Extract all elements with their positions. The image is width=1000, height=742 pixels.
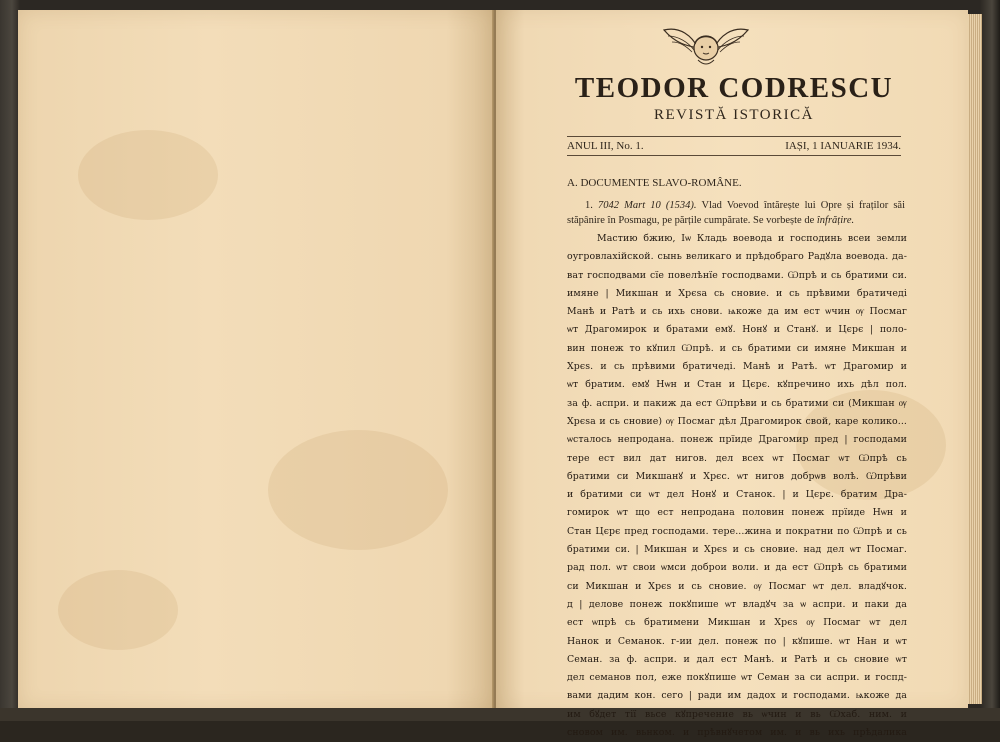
text-line: братими си Микшанꙋ и Хрєс. ѡт нигов добрѡв волѣ. Ѡпрѣви bbox=[567, 470, 907, 482]
journal-subtitle: REVISTĂ ISTORICĂ bbox=[654, 107, 814, 123]
text-line: имяне | Микшан и Хрєѕа сь сновие. и сь прѣвими братичеді bbox=[567, 287, 907, 299]
section-heading: A. DOCUMENTE SLAVO-ROMÂNE. bbox=[567, 177, 742, 189]
text-line: Нанок и Семанок. г-ии дел. понеж по | кꙋпише. ѡт Нан и ѡт bbox=[567, 635, 907, 647]
page-edges bbox=[968, 14, 982, 704]
issue-number: ANUL III, No. 1. bbox=[567, 140, 644, 152]
text-line: Хрєѕ. и сь прѣвими братичеді. Манѣ и Ратѣ. ѡт Драгомир и bbox=[567, 361, 907, 373]
text-line: вами дадим кон. сего | ради им дадох и господами. ѩкоже да bbox=[567, 690, 907, 702]
text-line: дел семанов пол, еже покꙋпише ѡт Семан за си аспри. и госпд- bbox=[567, 672, 907, 684]
journal-title: TEODOR CODRESCU bbox=[574, 72, 894, 104]
text-line: ест ѡпрѣ сь братимени Микшан и Хрєѕ ѹ Посмаг ѡт дел bbox=[567, 617, 907, 629]
text-line: вин понеж то кꙋпил Ѡпрѣ. и сь братими си имяне Микшан и bbox=[567, 342, 907, 354]
document-summary-text: Vlad Voevod întărește lui Opre și fraților săi stăpânire în Posmagu, pe părțile cumpărate. Se vorbește de bbox=[567, 200, 906, 226]
text-line: братими си. | Микшан и Хрєѕ и сь сновие. над дел ѡт Посмаг. bbox=[567, 544, 907, 556]
text-line: ѡт Драгомирок и братами емꙋ. Нонꙋ и Станꙋ. и Цєрє | поло- bbox=[567, 324, 907, 336]
text-line: и братими си ѡт дел Нонꙋ и Станок. | и Цєрє. братим Дра- bbox=[567, 489, 907, 501]
text-line: Семан. за ф. аспри. и дал ест Манѣ. и Ратѣ и сь сновие ѡт bbox=[567, 653, 907, 665]
document-date: 7042 Mart 10 (1534). bbox=[598, 200, 697, 211]
text-line: Стан Цєрє пред господами. тере...жина и пократни по Ѡпрѣ и сь bbox=[567, 525, 907, 537]
header-rule-bottom bbox=[567, 155, 901, 156]
text-line: сновом им. вьнком. и прѣвнꙋчетом им. и вь ихь прѣдалика bbox=[567, 727, 907, 739]
document-summary bbox=[567, 198, 905, 228]
issue-line bbox=[567, 140, 901, 152]
text-line: оугровлахійской. сынь великаго и прѣдобраго Радꙋла воевода. да- bbox=[567, 251, 907, 263]
header-rule-top bbox=[567, 136, 901, 137]
paper-stain bbox=[58, 570, 178, 650]
text-line: за ф. аспри. и пакиж да ест Ѡпрѣви и сь братими си (Микшан ѹ bbox=[567, 397, 907, 409]
text-line: ват господвами сїе повелѣнїе господвами. Ѡпрѣ и сь братими си. bbox=[567, 269, 907, 281]
text-line: Манѣ и Ратѣ и сь ихь снови. ѩкоже да им ест ѡчин ѹ Посмаг bbox=[567, 306, 907, 318]
text-line: гомирок ѡт що ест непродана половин понеж прїиде Нѡн и bbox=[567, 507, 907, 519]
document-number: 1. bbox=[585, 200, 593, 211]
text-line: си Микшан и Хрєѕ и сь сновие. ѹ Посмаг ѡт дел. владꙋчок. bbox=[567, 580, 907, 592]
issue-place-date: IAȘI, 1 IANUARIE 1934. bbox=[785, 140, 901, 152]
text-line: д | делове понеж покꙋпише ѡт владꙋч за ѡ аспри. и паки да bbox=[567, 598, 907, 610]
document-summary-end: înfrățire. bbox=[816, 215, 855, 226]
text-line: Хрєѕа и сь сновие) ѹ Посмаг дѣл Драгомирок свой, каре колико... bbox=[567, 415, 907, 427]
text-line: Мастию бжию, Іѡ Кладь воевода и господинь всеи земли bbox=[597, 233, 907, 244]
text-line: рад пол. ѡт свои ѡмси доброи воли. и да ест Ѡпрѣ сь братими bbox=[567, 562, 907, 574]
cherub-ornament-icon bbox=[662, 22, 750, 74]
text-line: ѡсталось непродана. понеж прїиде Драгомир пред | господами bbox=[567, 434, 907, 446]
text-line: тере ест вил дат нигов. дел всех ѡт Посмаг ѡт Ѡпрѣ сь bbox=[567, 452, 907, 464]
left-page bbox=[18, 10, 494, 710]
slavonic-document-text bbox=[567, 230, 907, 742]
text-line: ѡт братим. емꙋ Нѡн и Стан и Цєрє. кꙋпречино ихь дѣл пол. bbox=[567, 379, 907, 391]
text-line: им бꙋдет тії вьсе кꙋпречение вь ѡчин и вь Ѡхаб. ним. и bbox=[567, 708, 907, 720]
paper-stain bbox=[78, 130, 218, 220]
paper-stain bbox=[268, 430, 448, 550]
